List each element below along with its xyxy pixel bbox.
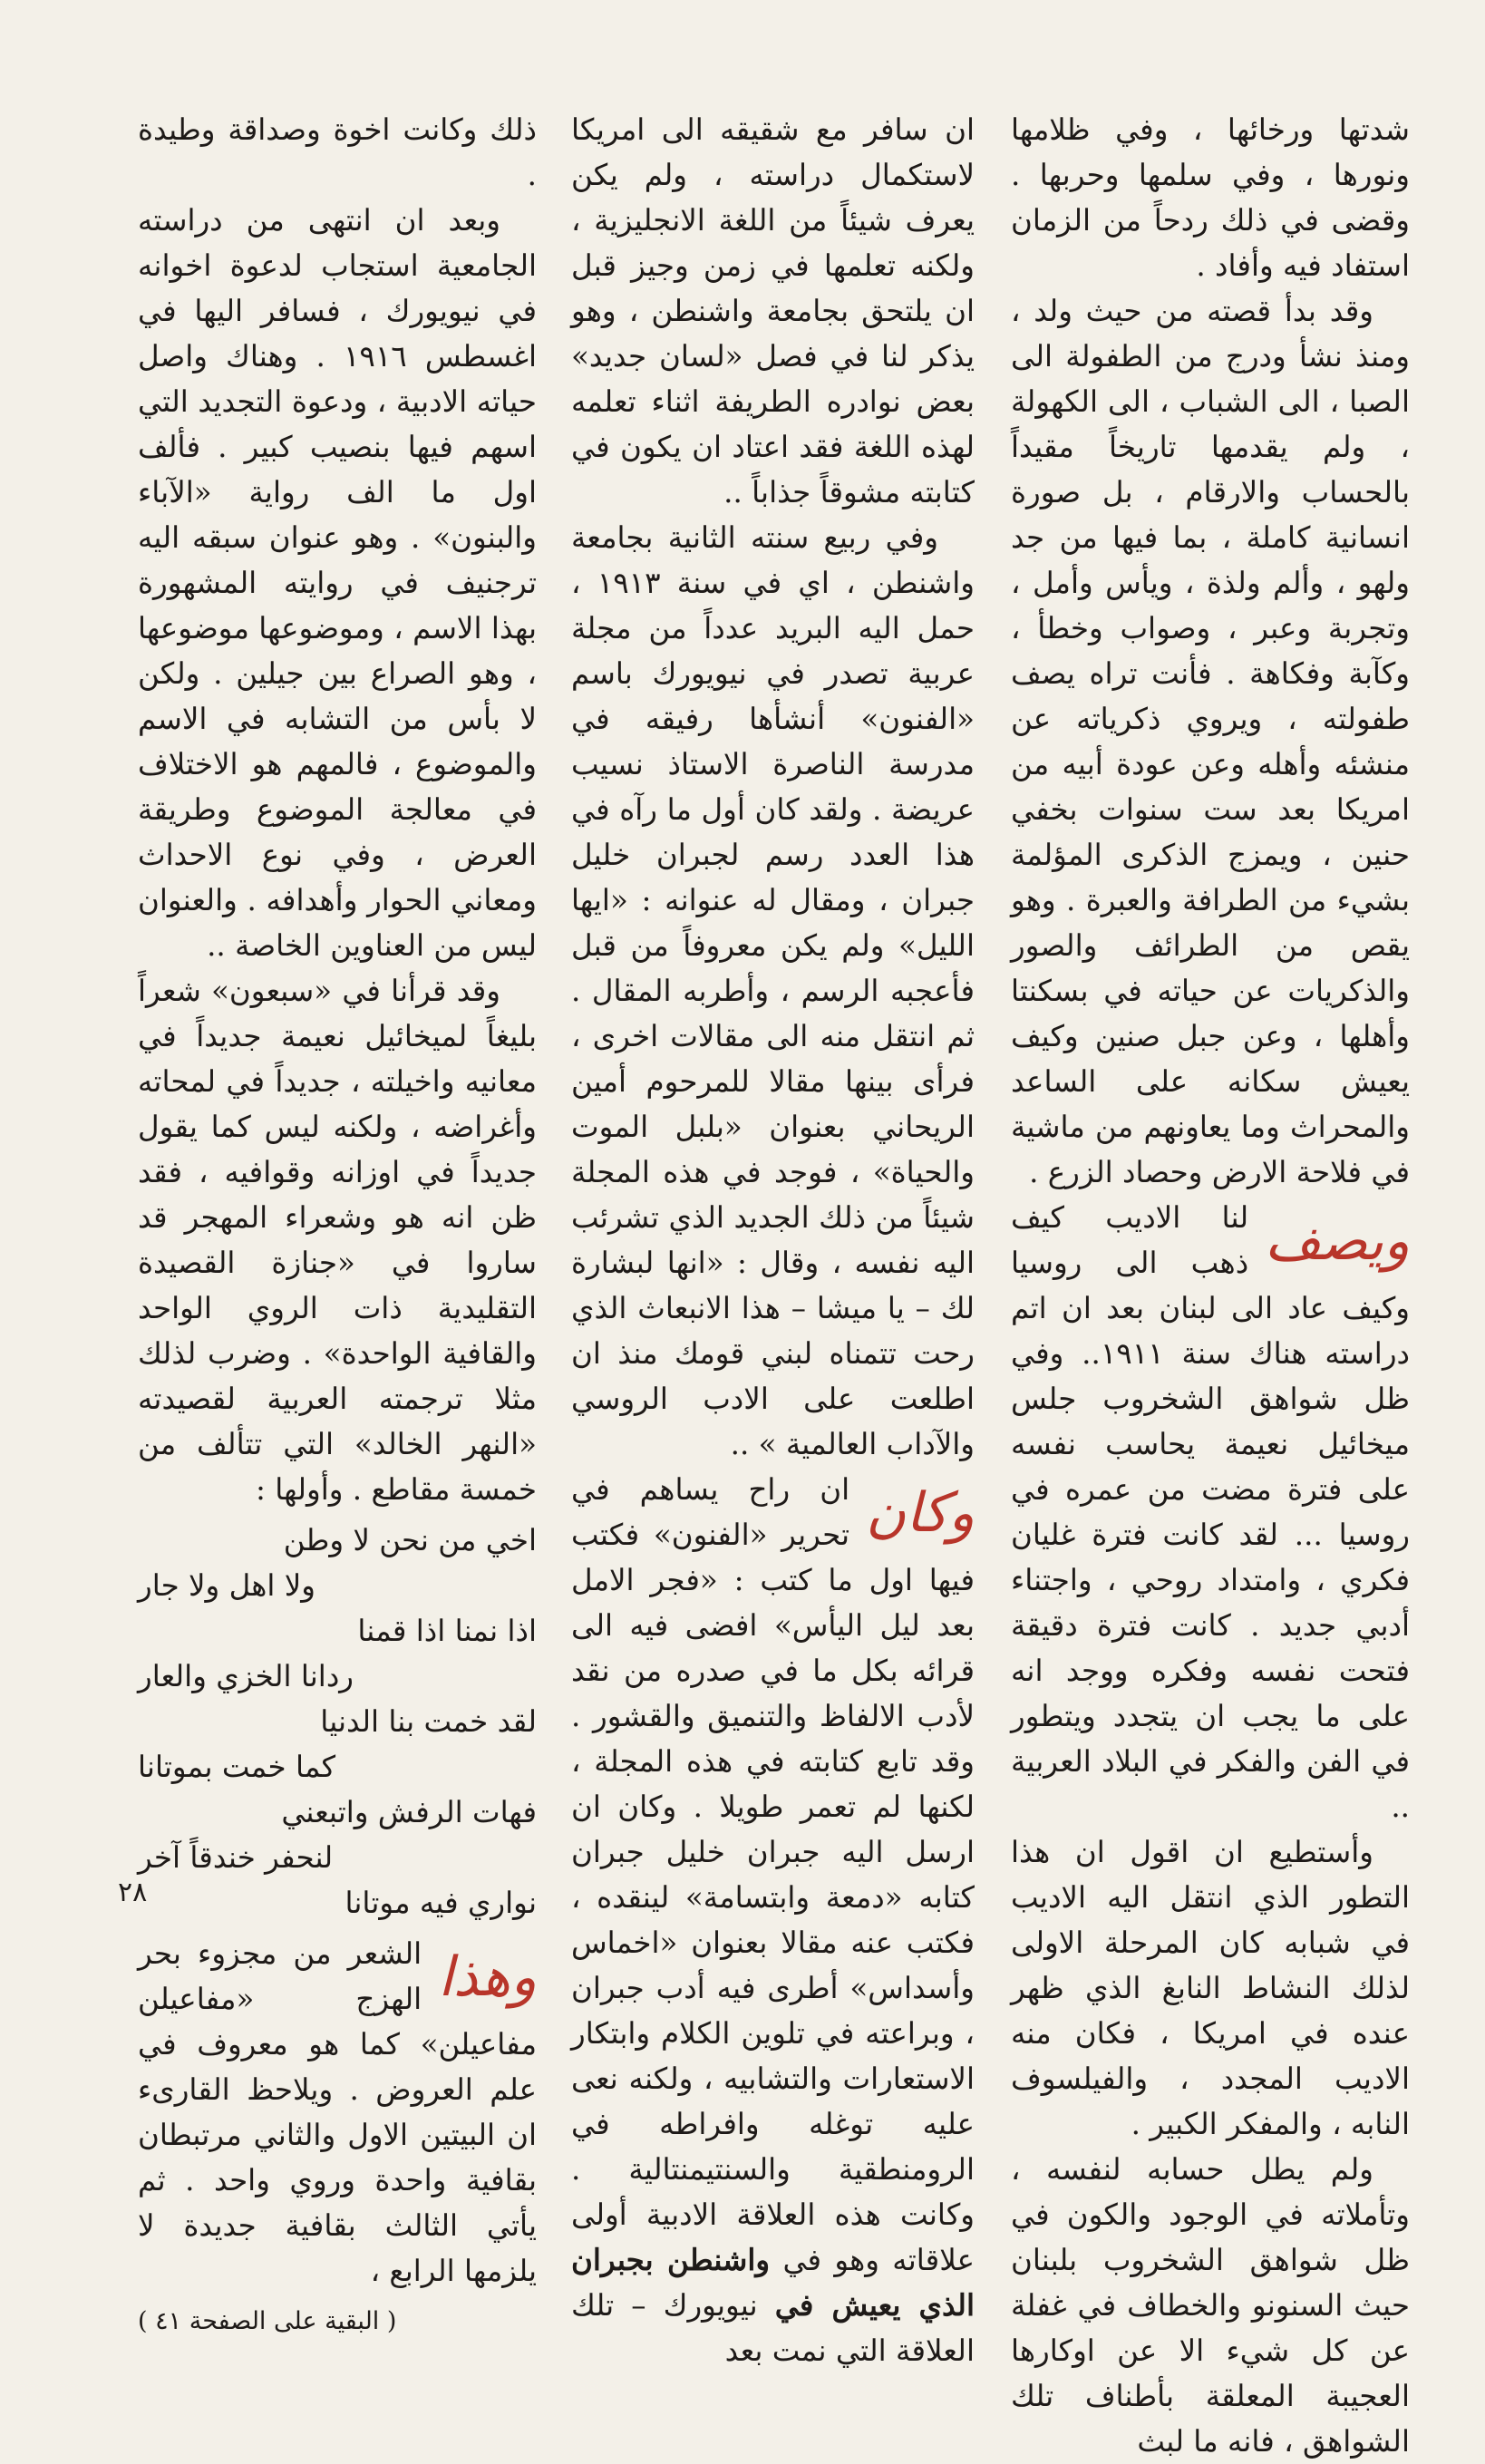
- decorative-initial: وهذا: [438, 1945, 537, 2009]
- decorative-initial: ويصف: [1265, 1209, 1410, 1273]
- poem: [138, 1518, 537, 1926]
- paragraph: [138, 1931, 537, 2294]
- paragraph-text: نيويورك – تلك العلاقة التي نمت بعد: [571, 2288, 975, 2368]
- continued-note: ( البقية على الصفحة ٤١ ): [138, 2307, 397, 2335]
- paragraph: ولم يطل حسابه لنفسه ، وتأملاته في الوجود والكون في ظل شواهق الشخروب بلبنان حيث السنونو والخطاف في غفلة عن كل شيء الا عن اوكارها العجيبة المعلقة بأطناف تلك الشواهق ، فانه ما لبث: [1011, 2152, 1410, 2459]
- bold-text: واشنطن بجبران الذي يعيش في: [571, 2242, 975, 2323]
- poem-line: ردانا الخزي والعار: [138, 1659, 354, 1693]
- paragraph: وأستطيع ان اقول ان هذا التطور الذي انتقل اليه الاديب في شبابه كان المرحلة الاولى لذلك النشاط النابغ الذي ظهر عنده في امريكا ، فكان منه الاديب المجدد ، والفيلسوف النابه ، والمفكر الكبير .: [1011, 1835, 1410, 2141]
- column-left: [138, 107, 537, 2344]
- poem-line: لقد خمت بنا الدنيا: [320, 1704, 537, 1739]
- paragraph: وفي ربيع سنته الثانية بجامعة واشنطن ، اي في سنة ١٩١٣ ، حمل اليه البريد عدداً من مجلة عربية تصدر في نيويورك باسم «الفنون» أنشأها رفيقه في مدرسة الناصرة الاستاذ نسيب عريضة . ولقد كان أول ما رآه في هذا العدد رسم لجبران خليل جبران ، ومقال له عنوانه : «ايها الليل» ولم يكن معروفاً من قبل فأعجبه الرسم ، وأطربه المقال . ثم انتقل منه الى مقالات اخرى ، فرأى بينها مقالا للمرحوم أمين الريحاني بعنوان «بلبل الموت والحياة» ، فوجد في هذه المجلة شيئاً من ذلك الجديد الذي تشرئب اليه نفسه ، وقال : «انها لبشارة لك – يا ميشا – هذا الانبعاث الذي رحت تتمناه لبني قومك منذ ان اطلعت على الادب الروسي والآداب العالمية » ..: [571, 520, 975, 1461]
- paragraph: وبعد ان انتهى من دراسته الجامعية استجاب لدعوة اخوانه في نيويورك ، فسافر اليها في اغسطس ١٩١٦ . وهناك واصل حياته الادبية ، ودعوة التجديد التي اسهم فيها بنصيب كبير . فألف اول ما الف رواية «الآباء والبنون» . وهو عنوان سبقه اليه ترجنيف في روايته المشهورة بهذا الاسم ، وموضوعها موضوعها ، وهو الصراع بين جيلين . ولكن لا بأس من التشابه في الاسم والموضوع ، فالمهم هو الاختلاف في معالجة الموضوع وطريقة العرض ، وفي نوع الاحداث ومعاني الحوار وأهدافه . والعنوان ليس من العناوين الخاصة ..: [138, 203, 537, 963]
- poem-line: نواري فيه موتانا: [345, 1886, 537, 1920]
- paragraph: ان سافر مع شقيقه الى امريكا لاستكمال دراسته ، ولم يكن يعرف شيئاً من اللغة الانجليزية ، ولكنه تعلمها في زمن وجيز قبل ان يلتحق بجامعة واشنطن ، وهو يذكر لنا في فصل «لسان جديد» بعض نوادره الطريفة اثناء تعلمه لهذه اللغة فقد اعتاد ان يكون في كتابته مشوقاً جذاباً ..: [571, 112, 975, 509]
- paragraph: وقد بدأ قصته من حيث ولد ، ومنذ نشأ ودرج من الطفولة الى الصبا ، الى الشباب ، الى الكهولة ، ولم يقدمها تاريخاً مقيداً بالحساب والارقام ، بل صورة انسانية كاملة ، بما فيها من جد ولهو ، وألم ولذة ، ويأس وأمل ، وتجربة وعبر ، وصواب وخطأ ، وكآبة وفكاهة . فأنت تراه يصف طفولته ، ويروي ذكرياته عن منشئه وأهله وعن عودة أبيه من امريكا بعد ست سنوات بخفي حنين ، ويمزج الذكرى المؤلمة بشيء من الطرافة والعبرة . وهو يقص من الطرائف والصور والذكريات عن حياته في بسكنتا وأهلها ، وعن جبل صنين وكيف يعيش سكانه على الساعد والمحراث وما يعاونهم من ماشية في فلاحة الارض وحصاد الزرع .: [1011, 294, 1410, 1189]
- paragraph: [571, 1467, 975, 2373]
- column-middle: [571, 107, 975, 2373]
- paragraph-text: ان راح يساهم في تحرير «الفنون» فكتب فيها اول ما كتب : «فجر الامل بعد ليل اليأس» افضى فيه الى قرائه بكل ما في صدره من نقد لأدب الالفاظ والتنميق والقشور . وقد تابع كتابته في هذه المجلة ، لكنها لم تعمر طويلا . وكان ان ارسل اليه جبران خليل جبران كتابه «دمعة وابتسامة» لينقده ، فكتب عنه مقالا بعنوان «اخماس وأسداس» أطرى فيه أدب جبران ، وبراعته في تلوين الكلام وابتكار الاستعارات والتشابيه ، ولكنه نعى عليه توغله وافراطه في الرومنطقية والسنتيمنتالية . وكانت هذه العلاقة الادبية أولى علاقاته وهو في: [571, 1472, 975, 2277]
- decorative-initial: وكان: [866, 1481, 975, 1545]
- poem-line: فهات الرفش واتبعني: [281, 1795, 537, 1829]
- poem-line: اذا نمنا اذا قمنا: [357, 1614, 537, 1648]
- poem-line: اخي من نحن لا وطن: [283, 1523, 537, 1557]
- paragraph: [1011, 1195, 1410, 1829]
- paragraph-text: الشعر من مجزوء بحر الهزج «مفاعيلن مفاعيلن» كما هو معروف في علم العروض . ويلاحظ القارىء ان البيتين الاول والثاني مرتبطان بقافية واحدة وروي واحد . ثم يأتي الثالث بقافية جديدة لا يلزمها الرابع ،: [138, 1936, 537, 2288]
- poem-line: كما خمت بموتانا: [138, 1750, 336, 1784]
- paragraph-text: لنا الاديب كيف ذهب الى روسيا وكيف عاد الى لبنان بعد ان اتم دراسته هناك سنة ١٩١١.. وفي ظل شواهق الشخروب جلس ميخائيل نعيمة يحاسب نفسه على فترة مضت من عمره في روسيا ... لقد كانت فترة غليان فكري ، وامتداد روحي ، واجتناء أدبي جديد . كانت فترة دقيقة فتحت نفسه وفكره ووجد انه على ما يجب ان يتجدد ويتطور في الفن والفكر في البلاد العربية ..: [1011, 1200, 1410, 1824]
- poem-line: ولا اهل ولا جار: [138, 1568, 315, 1603]
- paragraph: شدتها ورخائها ، وفي ظلامها ونورها ، وفي سلمها وحربها . وقضى في ذلك ردحاً من الزمان استفاد فيه وأفاد .: [1011, 112, 1410, 283]
- paragraph: وقد قرأنا في «سبعون» شعراً بليغاً لميخائيل نعيمة جديداً في معانيه واخيلته ، جديداً في لمحاته وأغراضه ، ولكنه ليس كما يقول جديداً في اوزانه وقوافيه ، فقد ظن انه هو وشعراء المهجر قد ساروا في «جنازة القصيدة التقليدية ذات الروي الواحد والقافية الواحدة» . وضرب لذلك مثلا ترجمته العربية لقصيدته «النهر الخالد» التي تتألف من خمسة مقاطع . وأولها :: [138, 974, 537, 1507]
- poem-line: لنحفر خندقاً آخر: [138, 1840, 334, 1875]
- column-right: [1011, 107, 1410, 2464]
- paragraph: ذلك وكانت اخوة وصداقة وطيدة .: [138, 112, 537, 192]
- page-number: ٢٨: [118, 1877, 148, 1908]
